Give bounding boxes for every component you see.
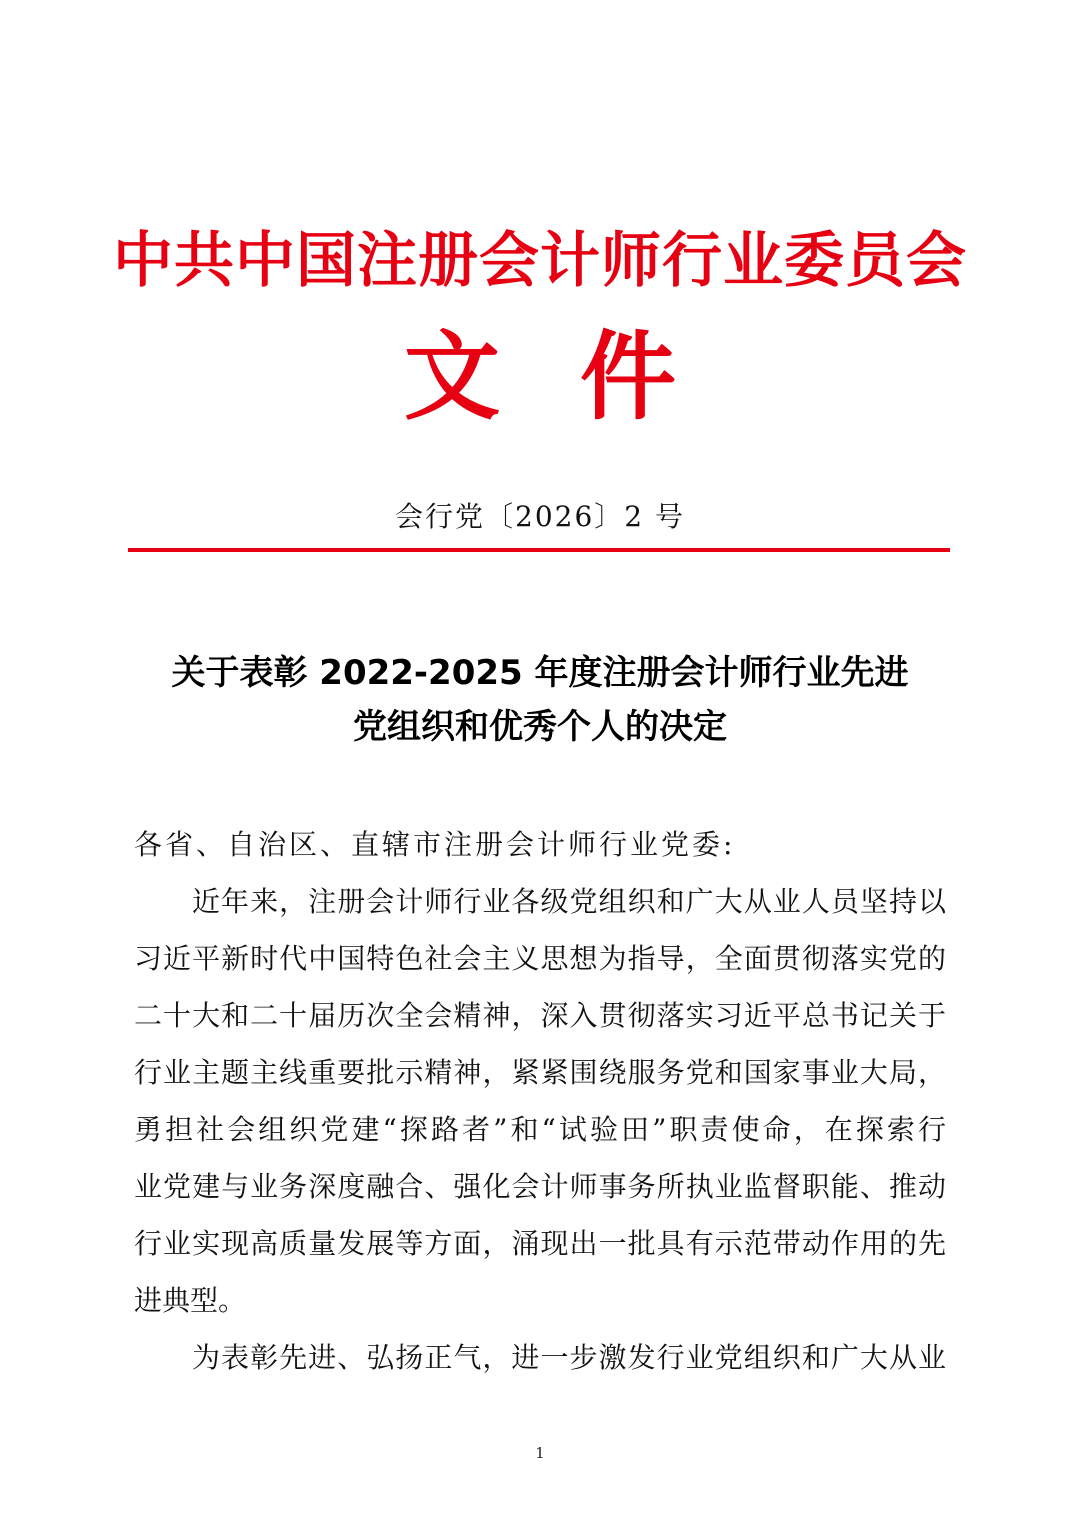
paragraph-line: 行业主题主线重要批示精神，紧紧围绕服务党和国家事业大局， [134,1056,946,1089]
document-number: 会行党〔2026〕2 号 [395,500,685,533]
paragraph-2 [134,1329,946,1386]
paragraph-1 [134,873,946,1329]
red-divider-rule [128,548,950,552]
paragraph-line: 习近平新时代中国特色社会主义思想为指导，全面贯彻落实党的 [134,942,946,975]
document-body [134,816,946,1386]
salutation: 各省、自治区、直辖市注册会计师行业党委: [134,828,736,861]
paragraph-line: 行业实现高质量发展等方面，涌现出一批具有示范带动作用的先 [134,1227,946,1260]
paragraph-line: 近年来，注册会计师行业各级党组织和广大从业人员坚持以 [192,885,946,918]
paragraph-line: 为表彰先进、弘扬正气，进一步激发行业党组织和广大从业 [192,1341,946,1374]
decision-title [0,646,1080,754]
paragraph-line: 业党建与业务深度融合、强化会计师事务所执业监督职能、推动 [134,1170,946,1203]
issuing-organization: 中共中国注册会计师行业委员会 [113,226,967,296]
decision-title-line-1: 关于表彰 2022-2025 年度注册会计师行业先进 [171,653,909,693]
document-label: 文件 [404,320,756,433]
paragraph-line: 进典型。 [134,1284,247,1317]
paragraph-line: 勇担社会组织党建“探路者”和“试验田”职责使命，在探索行 [134,1113,946,1146]
page-number: 1 [535,1444,545,1462]
paragraph-line: 二十大和二十届历次全会精神，深入贯彻落实习近平总书记关于 [134,999,946,1032]
decision-title-line-2: 党组织和优秀个人的决定 [353,707,727,747]
